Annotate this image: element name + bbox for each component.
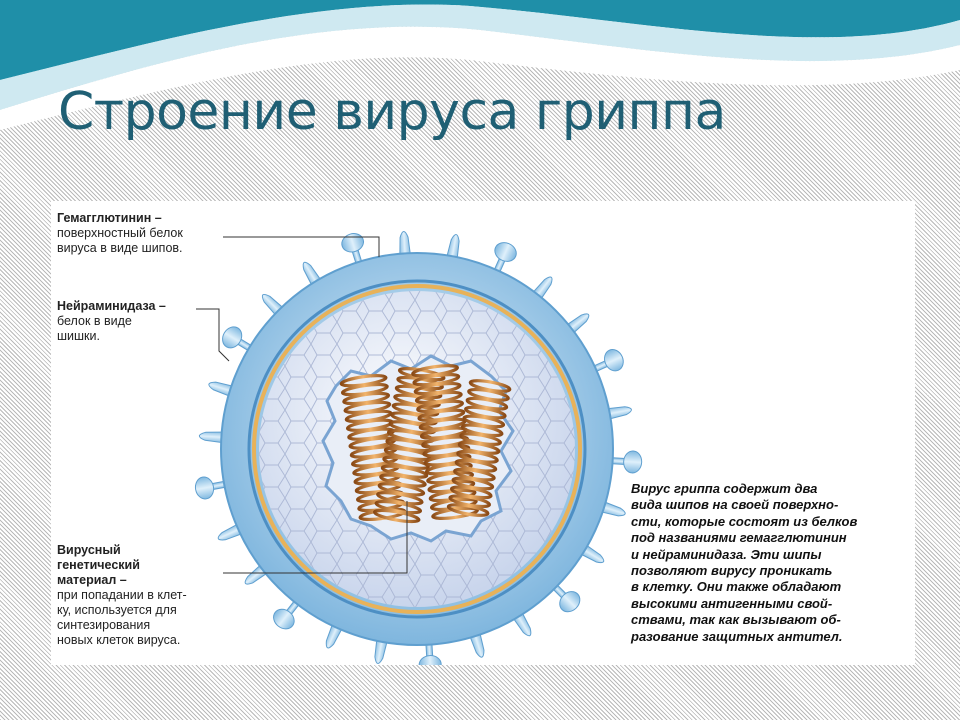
virus-figure bbox=[51, 201, 915, 665]
label-hemagglutinin-desc: поверхностный белок вируса в виде шипов. bbox=[57, 226, 183, 255]
label-genetic-material bbox=[57, 543, 187, 648]
label-genetic-material-name: Вирусный генетический материал – bbox=[57, 543, 140, 587]
description-text: Вирус гриппа содержит два вида шипов на своей поверхно- сти, которые состоят из белков под названиями гемагглютинин и нейраминидаза. Эти шипы позволяют вирусу проникать в клетку. Они также обладают высокими антигенными свой- ствами, так как вызывают об- разование защитных антител. bbox=[631, 481, 858, 644]
label-neuraminidase-name: Нейраминидаза – bbox=[57, 299, 166, 313]
label-neuraminidase bbox=[57, 299, 166, 344]
slide-title: Строение вируса гриппа bbox=[58, 82, 726, 142]
label-hemagglutinin-name: Гемагглютинин – bbox=[57, 211, 162, 225]
label-genetic-material-desc: при попадании в клет- ку, используется для синтезирования новых клеток вируса. bbox=[57, 588, 187, 647]
label-neuraminidase-desc: белок в виде шишки. bbox=[57, 314, 132, 343]
label-hemagglutinin bbox=[57, 211, 183, 256]
